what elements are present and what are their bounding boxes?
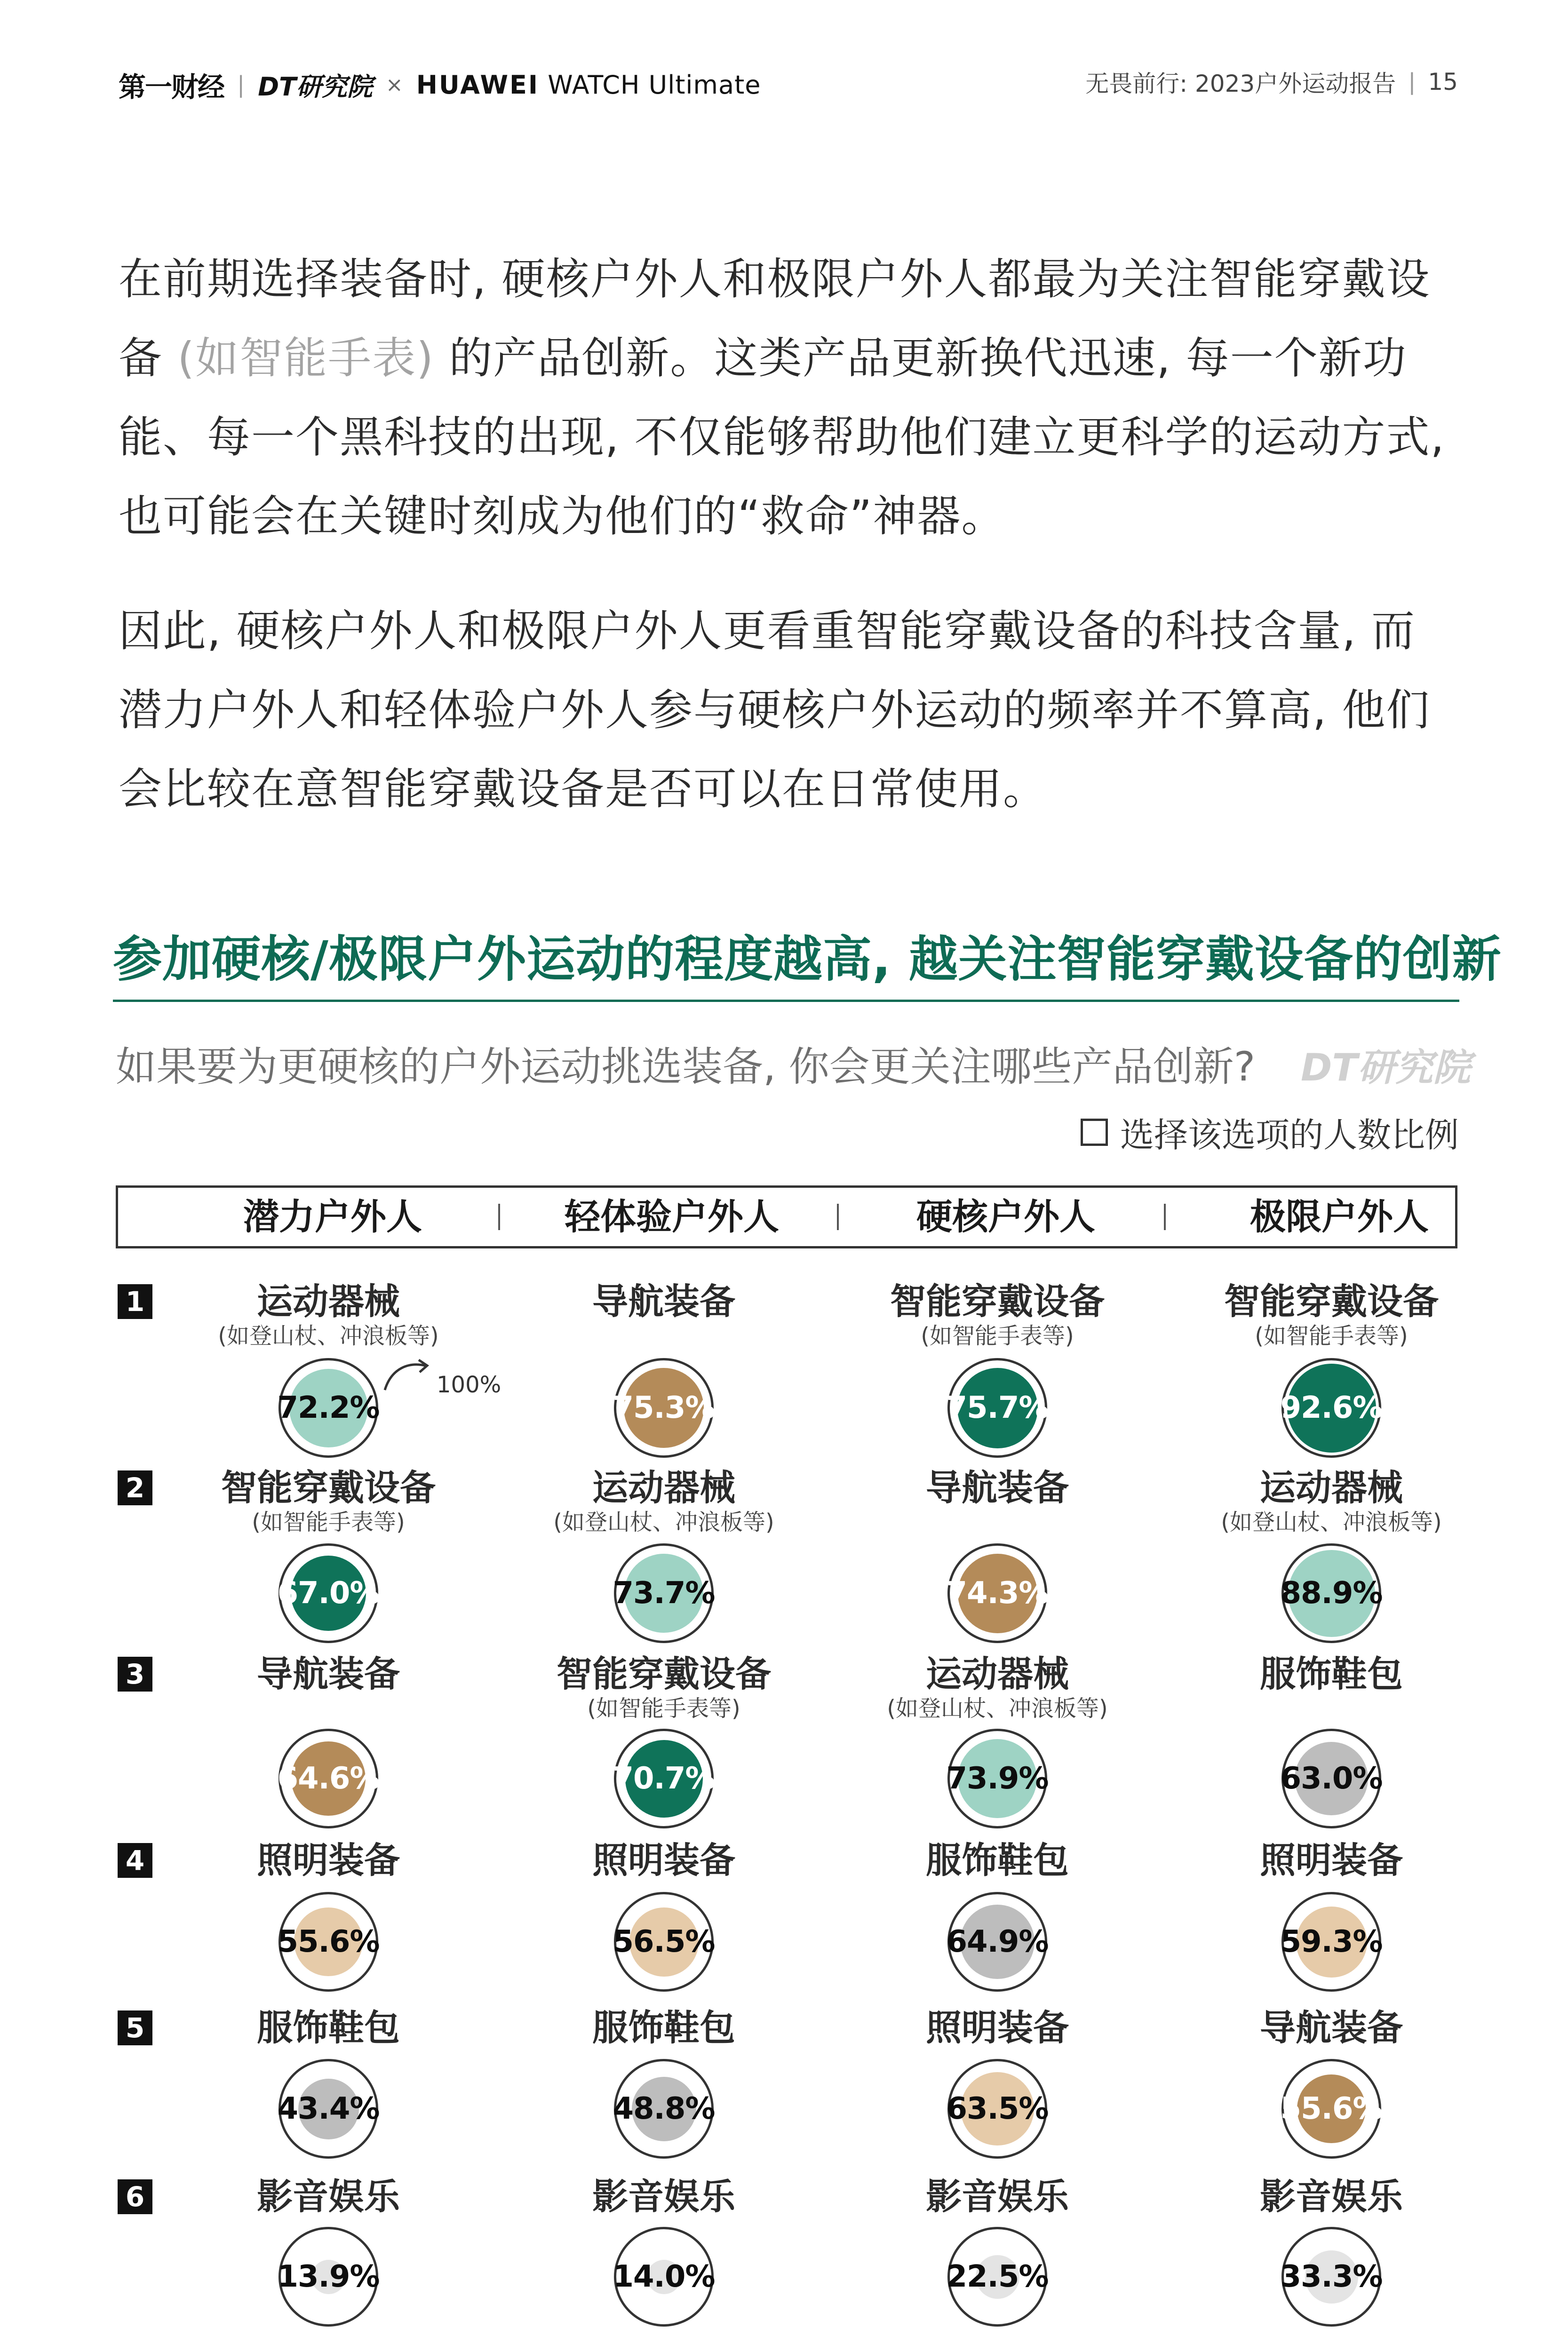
item-label: 服饰鞋包 [592,2007,735,2049]
percent-bubble [614,2059,714,2159]
column-header-box [116,1185,1457,1248]
header-right [1085,65,1458,99]
ranking-item [499,1280,828,1323]
item-label: 智能穿戴设备 [221,1467,436,1509]
percent-bubble [614,1892,714,1992]
percent-value: 64.6% [277,1761,380,1796]
header-divider-right: | [1408,69,1416,95]
percent-bubble [947,1543,1047,1643]
item-note: (如智能手表等) [252,1509,405,1535]
rank-badge-3: 3 [118,1657,152,1692]
percent-value: 14.0% [613,2259,715,2294]
ranking-item [833,2176,1162,2218]
percent-value: 67.0% [277,1576,380,1611]
percent-value: 73.7% [613,1576,715,1611]
item-label: 影音娱乐 [592,2176,735,2217]
percent-bubble [1281,2059,1381,2159]
item-note: (如登山杖、冲浪板等) [218,1323,439,1349]
ranking-item [164,1280,493,1349]
watch-brand-text: WATCH Ultimate [539,70,761,100]
percent-bubble [1281,1729,1381,1828]
item-label: 智能穿戴设备 [1224,1280,1439,1322]
rank-badge-2: 2 [118,1470,152,1505]
percent-bubble [1281,2227,1381,2327]
note-100-percent: 100% [437,1372,501,1398]
item-label: 照明装备 [926,2007,1069,2049]
percent-bubble [1281,1892,1381,1992]
ranking-item [1167,2176,1496,2218]
percent-value: 59.3% [1280,1924,1383,1959]
item-note: (如登山杖、冲浪板等) [1221,1509,1442,1535]
percent-value: 33.3% [1280,2259,1383,2294]
percent-value: 48.8% [613,2091,715,2126]
legend-label: 选择该选项的人数比例 [1120,1115,1459,1155]
percent-value: 43.4% [277,2091,380,2126]
item-label: 照明装备 [592,1839,735,1881]
percent-value: 64.9% [946,1924,1049,1959]
item-label: 运动器械 [1260,1467,1403,1509]
item-label: 智能穿戴设备 [890,1280,1105,1322]
item-label: 影音娱乐 [1260,2176,1403,2217]
column-header-3: 极限户外人 [1250,1196,1429,1238]
item-label: 服饰鞋包 [926,1839,1069,1881]
chart-title-rule [113,1000,1459,1002]
ranking-item [833,1653,1162,1722]
ranking-item [499,2007,828,2049]
paragraph-2: 因此, 硬核户外人和极限户外人更看重智能穿戴设备的科技含量, 而潜力户外人和轻体验户外人参与硬核户外运动的频率并不算高, 他们会比较在意智能穿戴设备是否可以在日常使用。 [119,606,1431,814]
arrow-100-icon [382,1357,434,1395]
percent-bubble [279,1543,378,1643]
page-number: 15 [1428,68,1458,95]
percent-bubble [279,2227,378,2327]
header-left [119,65,761,104]
header-divider: | [237,72,245,98]
ranking-item [499,1467,828,1535]
ranking-item [1167,1280,1496,1349]
rank-badge-5: 5 [118,2010,152,2045]
percent-bubble [614,1543,714,1643]
ranking-item [164,1839,493,1882]
dt-watermark: DT研究院 [1301,1046,1471,1089]
percent-bubble [614,1729,714,1828]
ranking-item [1167,2007,1496,2049]
percent-bubble [279,2059,378,2159]
ranking-item [164,1653,493,1695]
ranking-item [164,1467,493,1535]
report-title: 无畏前行: 2023户外运动报告 [1085,70,1396,97]
ranking-item [833,1280,1162,1349]
ranking-item [1167,1839,1496,1882]
percent-value: 63.5% [946,2091,1049,2126]
paragraph-1-gray-note: (如智能手表) [177,333,435,383]
column-divider [498,1204,500,1230]
item-label: 运动器械 [926,1653,1069,1695]
paragraph-1-part1: 在前期选择装备时, 硬核户外人和极限户外人都最为关注智能穿戴设备 [119,254,1431,383]
percent-value: 73.9% [946,1761,1049,1796]
percent-value: 74.3% [946,1576,1049,1611]
rank-badge-1: 1 [118,1284,152,1319]
percent-value: 72.2% [277,1391,380,1425]
ranking-item [833,1467,1162,1509]
percent-value: 22.5% [946,2259,1049,2294]
percent-bubble [947,2059,1047,2159]
ranking-item [1167,1467,1496,1535]
huawei-brand-bold: HUAWEI [416,70,540,100]
percent-value: 75.7% [946,1391,1049,1425]
item-label: 导航装备 [257,1653,400,1695]
percent-bubble [947,1892,1047,1992]
percent-bubble [1281,1358,1381,1458]
percent-value: 63.0% [1280,1761,1383,1796]
item-label: 影音娱乐 [926,2176,1069,2217]
item-note: (如智能手表等) [587,1695,740,1722]
times-symbol: × [385,72,403,97]
column-header-0: 潜力户外人 [243,1196,422,1238]
percent-value: 88.9% [1280,1576,1383,1611]
ranking-item [833,2007,1162,2049]
percent-bubble [279,1729,378,1828]
column-divider [837,1204,839,1230]
legend-square-icon [1081,1119,1108,1146]
ranking-item [833,1839,1162,1882]
percent-bubble [947,2227,1047,2327]
percent-value: 13.9% [277,2259,380,2294]
diyi-caijing-logo: 第一财经 [119,71,224,103]
item-note: (如智能手表等) [1255,1323,1408,1349]
item-label: 导航装备 [926,1467,1069,1509]
item-label: 智能穿戴设备 [557,1653,771,1695]
percent-bubble [947,1358,1047,1458]
percent-value: 55.6% [277,1924,380,1959]
ranking-item [1167,1653,1496,1695]
item-label: 服饰鞋包 [257,2007,400,2049]
percent-value: 56.5% [613,1924,715,1959]
percent-bubble [947,1729,1047,1828]
percent-bubble [614,2227,714,2327]
column-header-2: 硬核户外人 [916,1196,1095,1238]
rank-badge-4: 4 [118,1843,152,1878]
item-note: (如登山杖、冲浪板等) [887,1695,1108,1722]
column-divider [1164,1204,1166,1230]
ranking-item [164,2007,493,2049]
percent-bubble [614,1358,714,1458]
percent-bubble [1281,1543,1381,1643]
column-header-1: 轻体验户外人 [565,1196,779,1238]
dt-logo: DT研究院 [258,72,373,102]
item-label: 运动器械 [592,1467,735,1509]
ranking-item [499,1653,828,1722]
ranking-item [164,2176,493,2218]
percent-bubble [279,1892,378,1992]
item-note: (如智能手表等) [921,1323,1074,1349]
percent-value: 70.7% [613,1761,715,1796]
item-label: 影音娱乐 [257,2176,400,2217]
percent-value: 55.6% [1280,2091,1383,2126]
rank-badge-6: 6 [118,2179,152,2214]
chart-legend [1081,1108,1459,1157]
paragraph-1-part2: 的产品创新。这类产品更新换代迅速, 每一个新功能、每一个黑科技的出现, 不仅能够帮助他们建立更科学的运动方式, 也可能会在关键时刻成为他们的“救命”神器。 [119,333,1445,541]
percent-value: 75.3% [613,1391,715,1425]
paragraph-1 [119,240,1455,556]
item-label: 导航装备 [592,1280,735,1322]
item-note: (如登山杖、冲浪板等) [553,1509,774,1535]
item-label: 导航装备 [1260,2007,1403,2049]
chart-title: 参加硬核/极限户外运动的程度越高, 越关注智能穿戴设备的创新 [113,930,1502,988]
ranking-item [499,2176,828,2218]
item-label: 运动器械 [257,1280,400,1322]
chart-question: 如果要为更硬核的户外运动挑选装备, 你会更关注哪些产品创新? [116,1043,1256,1090]
item-label: 服饰鞋包 [1260,1653,1403,1695]
ranking-item [499,1839,828,1882]
huawei-watch-brand [416,70,761,100]
percent-value: 92.6% [1280,1391,1383,1425]
item-label: 照明装备 [1260,1839,1403,1881]
item-label: 照明装备 [257,1839,400,1881]
percent-bubble [279,1358,378,1458]
